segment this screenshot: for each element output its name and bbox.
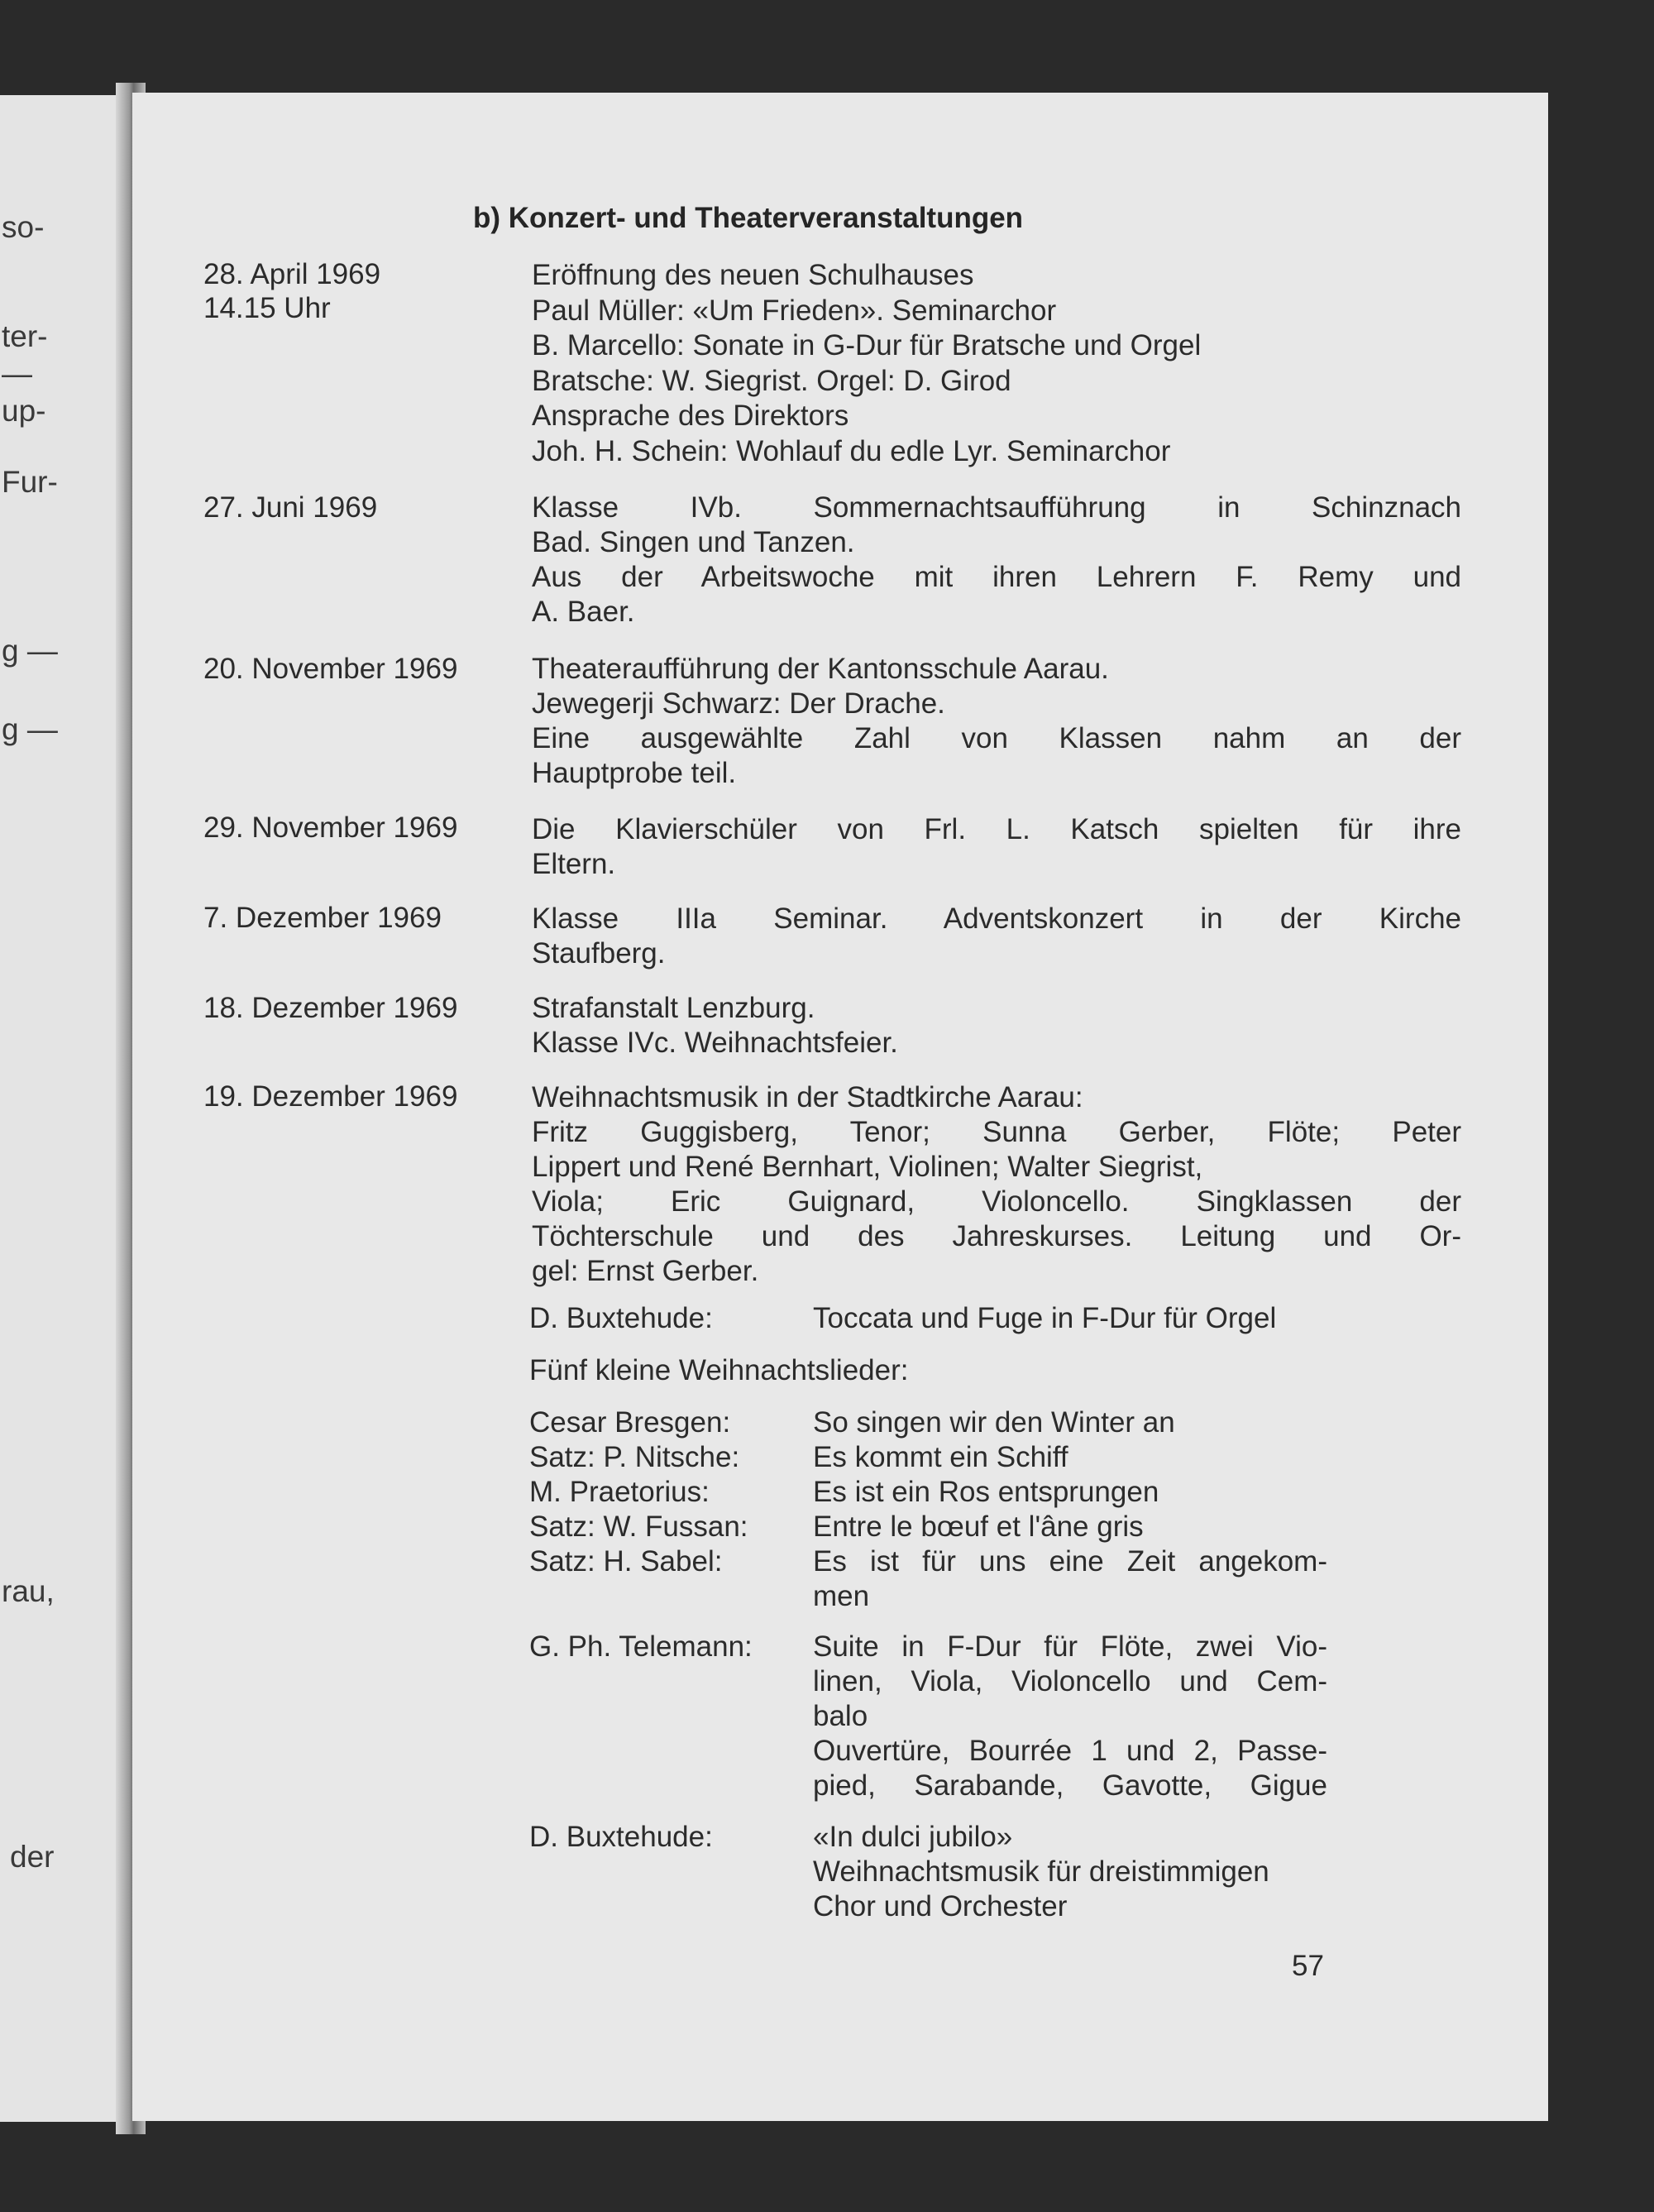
description-line: Theateraufführung der Kantonsschule Aarau. <box>532 653 1109 685</box>
program-item <box>529 1630 1464 1807</box>
program-composer: G. Ph. Telemann: <box>529 1630 753 1663</box>
program-composer: Satz: W. Fussan: <box>529 1511 748 1543</box>
event-date <box>203 810 457 845</box>
description-line: A. Baer. <box>532 596 635 628</box>
program-work <box>813 1510 1327 1544</box>
program-composer: Cesar Bresgen: <box>529 1406 731 1439</box>
work-line: Es ist ein Ros entsprungen <box>813 1476 1159 1508</box>
book-page <box>132 93 1548 2121</box>
description-line: Bad. Singen und Tanzen. <box>532 526 855 558</box>
program-composer: Satz: H. Sabel: <box>529 1545 723 1578</box>
left-fragment: der <box>10 1840 55 1874</box>
description-line: B. Marcello: Sonate in G-Dur für Bratsche und Orgel <box>532 329 1202 361</box>
work-line: Es kommt ein Schiff <box>813 1441 1068 1473</box>
program-work <box>813 1405 1327 1440</box>
work-line: pied, Sarabande, Gavotte, Gigue <box>813 1769 1327 1802</box>
work-line: linen, Viola, Violoncello und Cem- <box>813 1665 1327 1697</box>
left-fragment: g — <box>2 634 58 668</box>
work-line: Weihnachtsmusik für dreistimmigen <box>813 1855 1269 1888</box>
work-line: Ouvertüre, Bourrée 1 und 2, Passe- <box>813 1735 1327 1767</box>
description-line: Töchterschule und des Jahreskurses. Leitung und Or- <box>532 1220 1461 1252</box>
description-line: Klasse IVc. Weihnachtsfeier. <box>532 1027 898 1059</box>
date-line: 7. Dezember 1969 <box>203 902 442 934</box>
left-fragment: g — <box>2 712 58 746</box>
program-item <box>529 1440 1464 1477</box>
description-line: Hauptprobe teil. <box>532 757 737 789</box>
program-work <box>813 1630 1327 1803</box>
description-line: Klasse IVb. Sommernachtsaufführung in Schinznach <box>532 491 1461 524</box>
description-line: Eltern. <box>532 848 616 880</box>
work-line: men <box>813 1580 870 1612</box>
work-line: So singen wir den Winter an <box>813 1406 1175 1439</box>
program-item <box>529 1405 1464 1442</box>
description-line: Fritz Guggisberg, Tenor; Sunna Gerber, Flöte; Peter <box>532 1116 1461 1148</box>
work-line: balo <box>813 1700 868 1732</box>
program-composer: M. Praetorius: <box>529 1476 710 1508</box>
left-page-fragment <box>0 95 132 2122</box>
work-line: Suite in F-Dur für Flöte, zwei Vio- <box>813 1630 1327 1663</box>
description-line: gel: Ernst Gerber. <box>532 1255 759 1287</box>
event-date <box>203 490 377 525</box>
description-line: Die Klavierschüler von Frl. L. Katsch spielten für ihre <box>532 813 1461 845</box>
program-subheading <box>529 1353 1464 1390</box>
event-description <box>532 652 1461 791</box>
program-work <box>813 1475 1327 1510</box>
program-work <box>813 1440 1327 1475</box>
event-description <box>532 491 1461 630</box>
left-fragment: up- <box>2 394 46 428</box>
program-item <box>529 1544 1464 1616</box>
date-line: 14.15 Uhr <box>203 292 331 324</box>
work-line: Chor und Orchester <box>813 1890 1068 1922</box>
description-line: Aus der Arbeitswoche mit ihren Lehrern F. Remy und <box>532 561 1461 593</box>
event-description <box>532 1080 1461 1289</box>
left-fragment: rau, <box>2 1574 55 1608</box>
program-work <box>813 1820 1327 1924</box>
program-item <box>529 1820 1464 1927</box>
description-line: Bratsche: W. Siegrist. Orgel: D. Girod <box>532 364 1011 397</box>
date-line: 20. November 1969 <box>203 653 458 685</box>
program-item <box>529 1301 1464 1338</box>
program-composer: D. Buxtehude: <box>529 1302 713 1334</box>
event-date <box>203 990 457 1026</box>
description-line: Weihnachtsmusik in der Stadtkirche Aarau: <box>532 1081 1083 1113</box>
work-line: Entre le bœuf et l'âne gris <box>813 1511 1144 1543</box>
description-line: Eine ausgewählte Zahl von Klassen nahm an der <box>532 722 1461 754</box>
event-description <box>532 258 1461 469</box>
page-number: 57 <box>1292 1950 1324 1982</box>
description-line: Eröffnung des neuen Schulhauses <box>532 259 974 291</box>
date-line: 28. April 1969 <box>203 258 381 290</box>
program-item <box>529 1475 1464 1511</box>
date-line: 29. November 1969 <box>203 812 458 844</box>
program-composer: D. Buxtehude: <box>529 1821 713 1853</box>
program-work <box>813 1301 1327 1336</box>
songs-heading: Fünf kleine Weihnachtslieder: <box>529 1354 909 1386</box>
date-line: 19. Dezember 1969 <box>203 1080 458 1113</box>
event-date <box>203 256 380 326</box>
description-line: Joh. H. Schein: Wohlauf du edle Lyr. Seminarchor <box>532 434 1171 467</box>
program-work <box>813 1544 1327 1614</box>
date-line: 27. Juni 1969 <box>203 491 378 524</box>
work-line: Es ist für uns eine Zeit angekom- <box>813 1545 1327 1578</box>
event-description <box>532 902 1461 971</box>
left-fragment: — <box>2 357 32 390</box>
description-line: Staufberg. <box>532 937 666 970</box>
program-item <box>529 1510 1464 1546</box>
description-line: Ansprache des Direktors <box>532 400 849 432</box>
description-line: Lippert und René Bernhart, Violinen; Walter Siegrist, <box>532 1151 1203 1183</box>
work-line: «In dulci jubilo» <box>813 1821 1013 1853</box>
event-date <box>203 1079 457 1114</box>
date-line: 18. Dezember 1969 <box>203 992 458 1024</box>
section-heading: b) Konzert- und Theaterveranstaltungen <box>473 202 1024 234</box>
description-line: Klasse IIIa Seminar. Adventskonzert in der Kirche <box>532 903 1461 935</box>
work-line: Toccata und Fuge in F-Dur für Orgel <box>813 1302 1277 1334</box>
description-line: Paul Müller: «Um Frieden». Seminarchor <box>532 294 1057 327</box>
event-date <box>203 900 442 936</box>
description-line: Jewegerji Schwarz: Der Drache. <box>532 687 945 720</box>
description-line: Viola; Eric Guignard, Violoncello. Singklassen der <box>532 1185 1461 1218</box>
program-composer: Satz: P. Nitsche: <box>529 1441 740 1473</box>
event-date <box>203 651 457 687</box>
event-description <box>532 991 1461 1061</box>
description-line: Strafanstalt Lenzburg. <box>532 992 815 1024</box>
left-fragment: Fur- <box>2 465 58 499</box>
left-fragment: so- <box>2 210 45 244</box>
event-description <box>532 812 1461 882</box>
left-fragment: ter- <box>2 319 48 353</box>
